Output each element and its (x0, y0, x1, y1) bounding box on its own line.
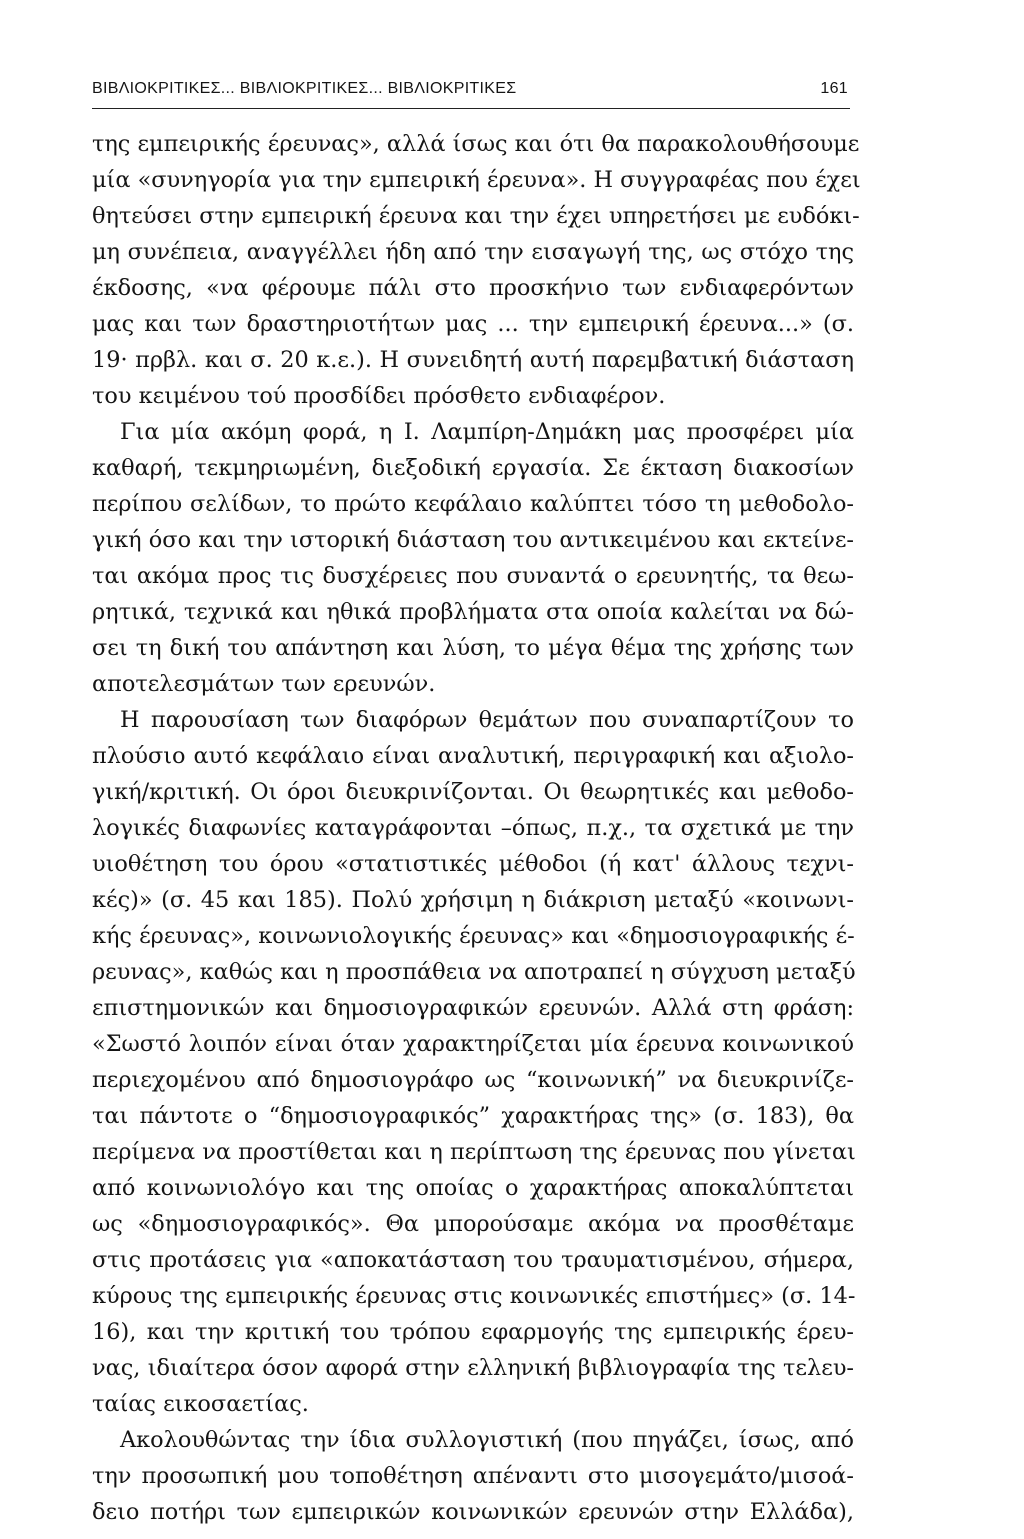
text-line: μη συνέπεια, αναγγέλλει ήδη από την εισαγωγή της, ως στόχο της (92, 239, 854, 265)
paragraph (92, 702, 854, 1422)
running-title: ΒΙΒΛΙΟΚΡΙΤΙΚΕΣ... ΒΙΒΛΙΟΚΡΙΤΙΚΕΣ... ΒΙΒΛΙΟΚΡΙΤΙΚΕΣ (92, 80, 517, 97)
paragraph (92, 1422, 854, 1530)
text-line: ταίας εικοσαετίας. (92, 1391, 309, 1417)
text-line: περίμενα να προστίθεται και η περίπτωση της έρευνας που γίνεται (92, 1139, 856, 1165)
text-line: γική/κριτική. Οι όροι διευκρινίζονται. Οι θεωρητικές και μεθοδο- (92, 779, 854, 805)
review-text (92, 126, 861, 1530)
text-line: πλούσιο αυτό κεφάλαιο είναι αναλυτική, περιγραφική και αξιολο- (92, 743, 854, 769)
text-line: επιστημονικών και δημοσιογραφικών ερευνών. Αλλά στη φράση: (92, 995, 854, 1021)
text-line: μας και των δραστηριοτήτων μας ... την εμπειρική έρευνα...» (σ. (92, 311, 854, 337)
paragraph (92, 126, 861, 414)
text-line: κύρους της εμπειρικής έρευνας στις κοινωνικές επιστήμες» (σ. 14- (92, 1283, 856, 1309)
text-line: λογικές διαφωνίες καταγράφονται –όπως, π.χ., τα σχετικά με την (92, 815, 854, 841)
text-line: υιοθέτηση του όρου «στατιστικές μέθοδοι (ή κατ' άλλους τεχνι- (92, 851, 854, 877)
text-line: ται ακόμα προς τις δυσχέρειες που συναντά ο ερευνητής, τα θεω- (92, 563, 854, 589)
text-line: της εμπειρικής έρευνας», αλλά ίσως και ότι θα παρακολουθήσουμε (92, 131, 860, 157)
text-line: την προσωπική μου τοποθέτηση απέναντι στο μισογεμάτο/μισοά- (92, 1463, 854, 1489)
text-line: από κοινωνιολόγο και της οποίας ο χαρακτήρας αποκαλύπτεται (92, 1175, 854, 1201)
text-line: καθαρή, τεκμηριωμένη, διεξοδική εργασία. Σε έκταση διακοσίων (92, 455, 854, 481)
text-line: κές)» (σ. 45 και 185). Πολύ χρήσιμη η διάκριση μεταξύ «κοινωνι- (92, 887, 854, 913)
text-line: αποτελεσμάτων των ερευνών. (92, 671, 436, 697)
text-line: «Σωστό λοιπόν είναι όταν χαρακτηρίζεται μία έρευνα κοινωνικού (92, 1031, 854, 1057)
text-line: Η παρουσίαση των διαφόρων θεμάτων που συναπαρτίζουν το (120, 707, 854, 733)
text-line: κής έρευνας», κοινωνιολογικής έρευνας» και «δημοσιογραφικής έ- (92, 923, 855, 949)
text-line: περίπου σελίδων, το πρώτο κεφάλαιο καλύπτει τόσο τη μεθοδολο- (92, 491, 854, 517)
text-line: 19· πρβλ. και σ. 20 κ.ε.). Η συνειδητή αυτή παρεμβατική διάσταση (92, 347, 854, 373)
text-line: δειο ποτήρι των εμπειρικών κοινωνικών ερευνών στην Ελλάδα), (92, 1499, 854, 1525)
text-line: ται πάντοτε ο “δημοσιογραφικός” χαρακτήρας της» (σ. 183), θα (92, 1103, 854, 1129)
text-line: σει τη δική του απάντηση και λύση, το μέγα θέμα της χρήσης των (92, 635, 854, 661)
text-line: έκδοσης, «να φέρουμε πάλι στο προσκήνιο των ενδιαφερόντων (92, 275, 854, 301)
text-line: περιεχομένου από δημοσιογράφο ως “κοινωνική” να διευκρινίζε- (92, 1067, 854, 1093)
text-line: Ακολουθώντας την ίδια συλλογιστική (που πηγάζει, ίσως, από (120, 1427, 854, 1453)
text-line: γική όσο και την ιστορική διάσταση του αντικειμένου και εκτείνε- (92, 527, 854, 553)
text-line: στις προτάσεις για «αποκατάσταση του τραυματισμένου, σήμερα, (92, 1247, 854, 1273)
text-line: νας, ιδιαίτερα όσον αφορά στην ελληνική βιβλιογραφία της τελευ- (92, 1355, 854, 1381)
text-line: θητεύσει στην εμπειρική έρευνα και την έχει υπηρετήσει με ευδόκι- (92, 203, 860, 229)
page-number: 161 (820, 80, 848, 97)
text-line: μία «συνηγορία για την εμπειρική έρευνα». Η συγγραφέας που έχει (92, 167, 861, 193)
text-line: Για μία ακόμη φορά, η Ι. Λαμπίρη-Δημάκη μας προσφέρει μία (120, 419, 854, 445)
text-line: 16), και την κριτική του τρόπου εφαρμογής της εμπειρικής έρευ- (92, 1319, 854, 1345)
text-line: ως «δημοσιογραφικός». Θα μπορούσαμε ακόμα να προσθέταμε (92, 1211, 854, 1237)
text-line: ρευνας», καθώς και η προσπάθεια να αποτραπεί η σύγχυση μεταξύ (92, 959, 856, 985)
text-line: ρητικά, τεχνικά και ηθικά προβλήματα στα οποία καλείται να δώ- (92, 599, 854, 625)
text-line: του κειμένου τού προσδίδει πρόσθετο ενδιαφέρον. (92, 383, 666, 409)
paragraph (92, 414, 854, 702)
running-header (92, 74, 850, 109)
